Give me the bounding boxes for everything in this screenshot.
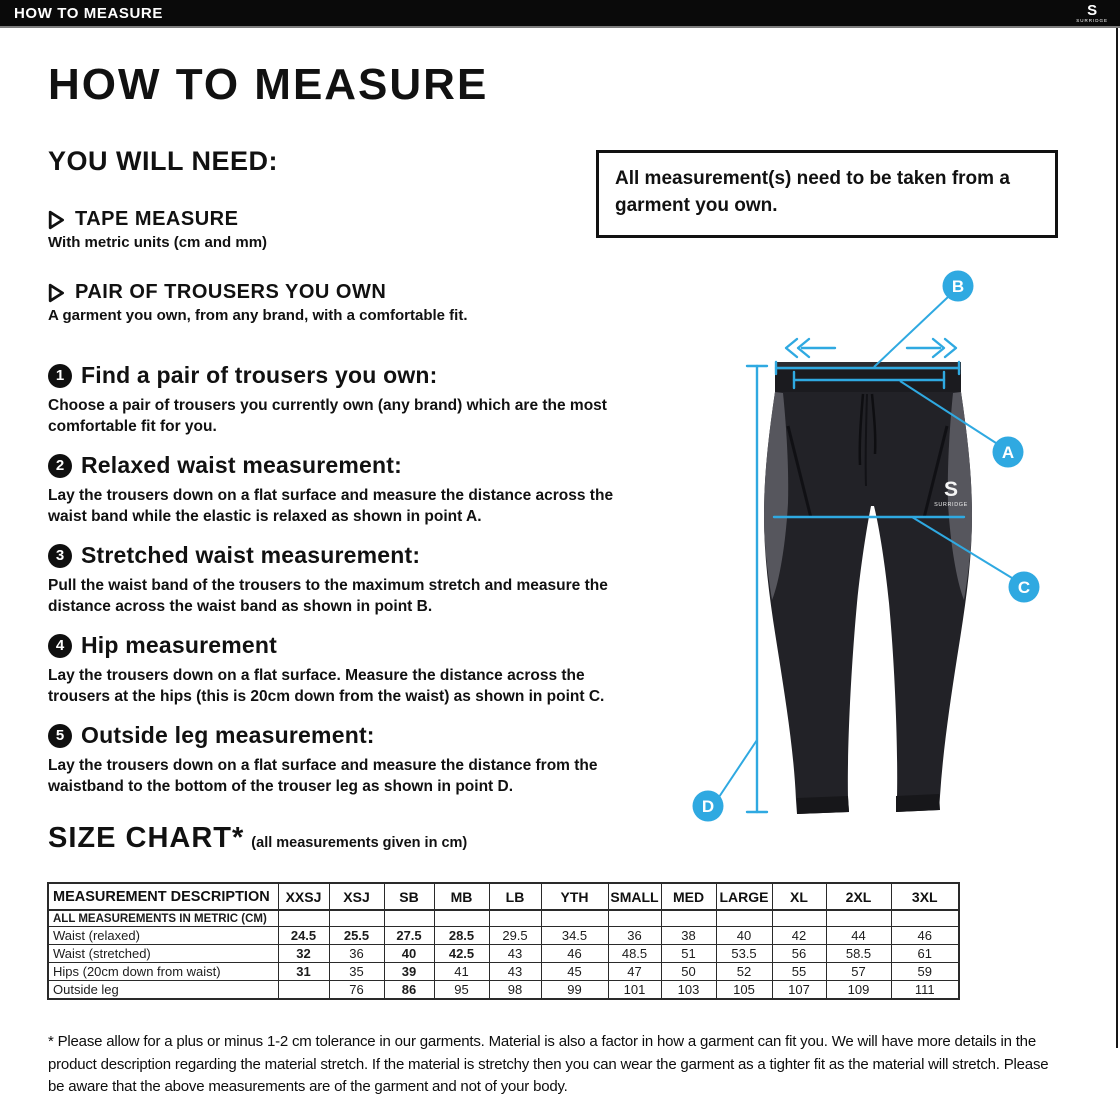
col-header-size-sb: SB bbox=[384, 883, 434, 910]
value-cell: 107 bbox=[772, 981, 826, 1000]
col-header-size-mb: MB bbox=[434, 883, 489, 910]
value-cell: 61 bbox=[891, 945, 959, 963]
step-description: Lay the trousers down on a flat surface. Measure the distance across the trousers at the hips (this is 20cm down from the waist) as shown in point C. bbox=[48, 667, 605, 706]
step-title: Outside leg measurement: bbox=[81, 722, 375, 748]
table-row bbox=[48, 981, 959, 1000]
row-label-cell: Outside leg bbox=[48, 981, 278, 1000]
empty-cell bbox=[608, 910, 661, 927]
value-cell: 46 bbox=[891, 927, 959, 945]
row-label-cell: Hips (20cm down from waist) bbox=[48, 963, 278, 981]
value-cell: 59 bbox=[891, 963, 959, 981]
value-cell: 58.5 bbox=[826, 945, 891, 963]
col-header-size-3xl: 3XL bbox=[891, 883, 959, 910]
value-cell: 111 bbox=[891, 981, 959, 1000]
step-title: Hip measurement bbox=[81, 632, 278, 658]
empty-cell bbox=[661, 910, 716, 927]
triangle-right-icon bbox=[48, 210, 65, 230]
value-cell: 42.5 bbox=[434, 945, 489, 963]
empty-cell bbox=[716, 910, 772, 927]
need-item-description: A garment you own, from any brand, with a comfortable fit. bbox=[48, 307, 468, 324]
step-2 bbox=[48, 452, 648, 528]
step-description: Lay the trousers down on a flat surface and measure the distance across the waist band while the elastic is relaxed as shown in point A. bbox=[48, 487, 614, 526]
value-cell: 48.5 bbox=[608, 945, 661, 963]
col-header-size-yth: YTH bbox=[541, 883, 608, 910]
step-number-badge: 4 bbox=[48, 634, 72, 658]
col-header-size-med: MED bbox=[661, 883, 716, 910]
step-title: Stretched waist measurement: bbox=[81, 542, 421, 568]
value-cell: 47 bbox=[608, 963, 661, 981]
col-header-size-xxsj: XXSJ bbox=[278, 883, 329, 910]
value-cell: 31 bbox=[278, 963, 329, 981]
modal-header-title: HOW TO MEASURE bbox=[14, 4, 163, 22]
value-cell: 51 bbox=[661, 945, 716, 963]
need-item-tape-measure bbox=[48, 208, 238, 231]
step-1 bbox=[48, 362, 648, 438]
value-cell: 57 bbox=[826, 963, 891, 981]
step-description: Lay the trousers down on a flat surface and measure the distance from the waistband to the bottom of the trouser leg as shown in point D. bbox=[48, 757, 598, 796]
value-cell: 43 bbox=[489, 945, 541, 963]
value-cell: 44 bbox=[826, 927, 891, 945]
step-number-badge: 5 bbox=[48, 724, 72, 748]
step-title: Relaxed waist measurement: bbox=[81, 452, 402, 478]
need-item-trousers bbox=[48, 281, 386, 304]
value-cell: 99 bbox=[541, 981, 608, 1000]
cuff-left bbox=[797, 796, 849, 814]
empty-cell bbox=[891, 910, 959, 927]
row-label-cell: Waist (stretched) bbox=[48, 945, 278, 963]
step-number-badge: 1 bbox=[48, 364, 72, 388]
garment-logo-initial: S bbox=[943, 478, 959, 501]
point-label-c: C bbox=[1017, 578, 1031, 597]
step-description: Choose a pair of trousers you currently own (any brand) which are the most comfortable fit for you. bbox=[48, 397, 607, 436]
need-item-title: PAIR OF TROUSERS YOU OWN bbox=[75, 281, 387, 303]
value-cell: 95 bbox=[434, 981, 489, 1000]
step-5 bbox=[48, 722, 648, 798]
size-chart-asterisk: * bbox=[232, 822, 244, 854]
you-will-need-heading: YOU WILL NEED: bbox=[48, 146, 279, 176]
value-cell: 38 bbox=[661, 927, 716, 945]
point-label-d: D bbox=[701, 797, 715, 816]
value-cell: 46 bbox=[541, 945, 608, 963]
value-cell: 27.5 bbox=[384, 927, 434, 945]
value-cell: 40 bbox=[384, 945, 434, 963]
empty-cell bbox=[434, 910, 489, 927]
value-cell: 98 bbox=[489, 981, 541, 1000]
step-3 bbox=[48, 542, 648, 618]
page-title: HOW TO MEASURE bbox=[48, 60, 489, 109]
value-cell: 42 bbox=[772, 927, 826, 945]
leader-line-d bbox=[719, 740, 757, 797]
value-cell bbox=[278, 981, 329, 1000]
value-cell: 24.5 bbox=[278, 927, 329, 945]
table-row bbox=[48, 945, 959, 963]
logo-brand-text: SURRIDGE bbox=[1076, 17, 1108, 23]
value-cell: 86 bbox=[384, 981, 434, 1000]
trousers-measurement-diagram bbox=[690, 258, 1120, 830]
step-description: Pull the waist band of the trousers to the maximum stretch and measure the distance across the waist band as shown in point B. bbox=[48, 577, 608, 616]
table-row bbox=[48, 927, 959, 945]
measure-line-outside-leg bbox=[747, 366, 767, 812]
value-cell: 109 bbox=[826, 981, 891, 1000]
point-label-b: B bbox=[951, 277, 965, 296]
col-header-measurement-description: MEASUREMENT DESCRIPTION bbox=[48, 883, 278, 910]
value-cell: 56 bbox=[772, 945, 826, 963]
table-header-row bbox=[48, 883, 959, 910]
col-header-size-large: LARGE bbox=[716, 883, 772, 910]
value-cell: 25.5 bbox=[329, 927, 384, 945]
value-cell: 43 bbox=[489, 963, 541, 981]
col-header-size-xl: XL bbox=[772, 883, 826, 910]
garment-logo-text: SURRIDGE bbox=[934, 502, 968, 508]
value-cell: 28.5 bbox=[434, 927, 489, 945]
value-cell: 55 bbox=[772, 963, 826, 981]
size-chart-subtitle: (all measurements given in cm) bbox=[251, 835, 468, 851]
point-label-a: A bbox=[1001, 443, 1015, 462]
need-item-title: TAPE MEASURE bbox=[75, 208, 239, 230]
empty-cell bbox=[384, 910, 434, 927]
value-cell: 53.5 bbox=[716, 945, 772, 963]
cuff-right bbox=[896, 794, 940, 812]
value-cell: 52 bbox=[716, 963, 772, 981]
empty-cell bbox=[489, 910, 541, 927]
empty-cell bbox=[329, 910, 384, 927]
modal-header-bar bbox=[0, 0, 1120, 28]
value-cell: 76 bbox=[329, 981, 384, 1000]
logo-initial: S bbox=[1087, 1, 1098, 19]
col-header-size-xsj: XSJ bbox=[329, 883, 384, 910]
step-title: Find a pair of trousers you own: bbox=[81, 362, 438, 388]
surridge-s-logo-icon bbox=[1076, 3, 1120, 24]
value-cell: 36 bbox=[329, 945, 384, 963]
value-cell: 45 bbox=[541, 963, 608, 981]
tolerance-footnote: * Please allow for a plus or minus 1-2 cm tolerance in our garments. Material is also a factor in how a garment can fit you. We will have more details in the product description regarding the material stretch. If the material is stretchy then you can wear the garment as a tighter fit as the material will stretch. Please be aware that the above measurements are of the garment and not of your body. bbox=[48, 1033, 1049, 1095]
value-cell: 32 bbox=[278, 945, 329, 963]
col-header-size-small: SMALL bbox=[608, 883, 661, 910]
size-chart-heading bbox=[48, 822, 467, 855]
empty-cell bbox=[541, 910, 608, 927]
table-row bbox=[48, 963, 959, 981]
empty-cell bbox=[826, 910, 891, 927]
col-header-size-lb: LB bbox=[489, 883, 541, 910]
need-item-description: With metric units (cm and mm) bbox=[48, 234, 268, 251]
value-cell: 101 bbox=[608, 981, 661, 1000]
step-4 bbox=[48, 632, 648, 708]
value-cell: 103 bbox=[661, 981, 716, 1000]
step-number-badge: 2 bbox=[48, 454, 72, 478]
value-cell: 35 bbox=[329, 963, 384, 981]
row-label-cell: Waist (relaxed) bbox=[48, 927, 278, 945]
leader-line-b bbox=[874, 297, 948, 367]
value-cell: 36 bbox=[608, 927, 661, 945]
col-header-size-2xl: 2XL bbox=[826, 883, 891, 910]
value-cell: 50 bbox=[661, 963, 716, 981]
value-cell: 105 bbox=[716, 981, 772, 1000]
step-number-badge: 3 bbox=[48, 544, 72, 568]
empty-cell bbox=[278, 910, 329, 927]
size-chart-table bbox=[47, 882, 960, 1000]
value-cell: 29.5 bbox=[489, 927, 541, 945]
measurement-notice-box: All measurement(s) need to be taken from a garment you own. bbox=[596, 150, 1058, 238]
stretch-arrow-right bbox=[907, 339, 956, 357]
value-cell: 34.5 bbox=[541, 927, 608, 945]
triangle-right-icon bbox=[48, 283, 65, 303]
value-cell: 41 bbox=[434, 963, 489, 981]
value-cell: 39 bbox=[384, 963, 434, 981]
size-chart-title: SIZE CHART bbox=[48, 822, 232, 854]
metric-note-cell: ALL MEASUREMENTS IN METRIC (CM) bbox=[48, 910, 278, 927]
empty-cell bbox=[772, 910, 826, 927]
value-cell: 40 bbox=[716, 927, 772, 945]
table-row-metric-note bbox=[48, 910, 959, 927]
stretch-arrow-left bbox=[786, 339, 835, 357]
